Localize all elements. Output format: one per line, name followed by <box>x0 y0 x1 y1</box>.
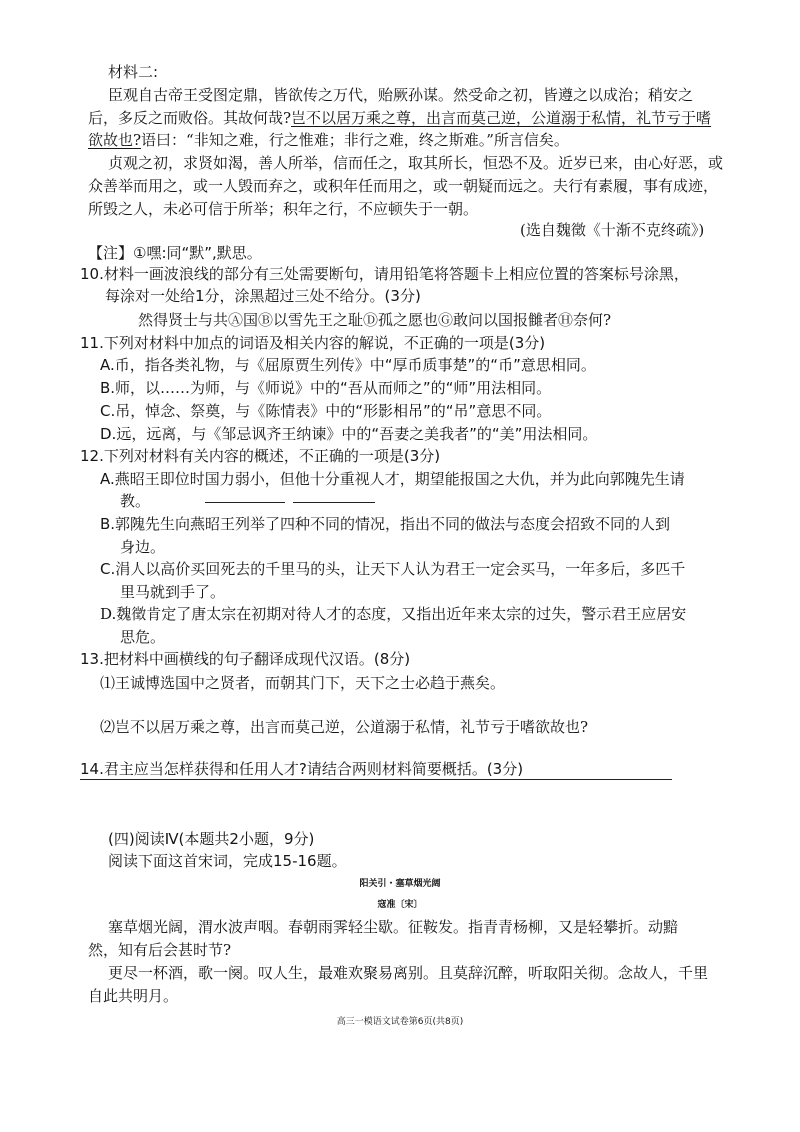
q12-stem: 12.下列对材料有关内容的概述，不正确的一项是(3分) <box>80 447 441 465</box>
q13-sentence-1: ⑴王诚博选国中之贤者，而朝其门下，天下之士必趋于燕矣。 <box>100 674 506 692</box>
q11-stem: 11.下列对材料中加点的词语及相关内容的解说，不正确的一项是(3分) <box>80 334 546 352</box>
q11-option-c: C.吊，悼念、祭奠，与《陈情表》中的“形影相吊”的“吊”意思不同。 <box>100 402 552 420</box>
annotation-note: 【注】①嘿:同“默”,默思。 <box>88 244 262 262</box>
poem-line-1: 塞草烟光阔，渭水波声咽。春朝雨霁轻尘歇。征鞍发。指青青杨柳，又是轻攀折。动黯 <box>108 918 679 936</box>
q13-sentence-2: ⑵岂不以居万乘之尊，出言而莫己逆，公道溺于私情，礼节亏于嗜欲故也? <box>100 718 589 736</box>
material2-p2-line2: 众善举而用之，或一人毁而弃之，或积年任而用之，或一朝疑而远之。夫行有素履，事有成迹， <box>88 177 719 195</box>
q12-option-a-line1: A.燕昭王即位时国力弱小，但他十分重视人才，期望能报国之大仇，并为此向郭隗先生请 <box>100 470 685 488</box>
page-footer: 高三一模语文试卷第6页(共8页) <box>336 1017 464 1027</box>
q12-option-c-line1: C.涓人以高价买回死去的千里马的头，让天下人认为君王一定会买马，一年多后，多匹千 <box>100 560 686 578</box>
q12-option-b-line1: B.郭隗先生向燕昭王列举了四种不同的情况，指出不同的做法与态度会招致不同的人到 <box>100 515 671 533</box>
material2-heading: 材料二: <box>108 63 159 81</box>
material2-p1-line3-b: 语曰：“非知之难，行之惟难；非行之难，终之斯难。”所言信矣。 <box>141 131 569 149</box>
q12-option-c-line2: 里马就到手了。 <box>120 583 226 601</box>
section4-heading: (四)阅读Ⅳ(本题共2小题，9分) <box>108 830 315 848</box>
q10-sentence: 然得贤士与共Ⓐ国Ⓑ以雪先王之耻Ⓓ孤之愿也Ⓖ敢问以国报雠者Ⓗ奈何? <box>138 311 612 329</box>
section4-instruction: 阅读下面这首宋词，完成15-16题。 <box>108 852 347 870</box>
q10-stem-line1: 10.材料一画波浪线的部分有三处需要断句，请用铅笔将答题卡上相应位置的答案标号涂黑， <box>80 265 689 283</box>
q14-stem: 14.君主应当怎样获得和任用人才?请结合两则材料简要概括。(3分) <box>80 760 524 778</box>
q13-stem: 13.把材料中画横线的句子翻译成现代汉语。(8分) <box>80 650 411 668</box>
q12-option-d-line1: D.魏徵肯定了唐太宗在初期对待人才的态度，又指出近年来太宗的过失，警示君王应居安 <box>100 605 687 623</box>
q11-option-a: A.币，指各类礼物，与《屈原贾生列传》中“厚币质事楚”的“币”意思相同。 <box>100 356 596 374</box>
material2-p1-line2-a: 后，多反之而败俗。其故何哉? <box>88 109 292 127</box>
q10-stem-line2: 每涂对一处给1分，涂黑超过三处不给分。(3分) <box>105 287 421 305</box>
blank-line <box>293 502 375 503</box>
q12-option-b-line2: 身边。 <box>120 538 166 556</box>
poem-line-3: 更尽一杯酒，歌一阕。叹人生，最难欢聚易离别。且莫辞沉醉，听取阳关彻。念故人，千里 <box>108 964 709 982</box>
q11-option-b: B.师，以……为师，与《师说》中的“吾从而师之”的“师”用法相同。 <box>100 379 552 397</box>
material2-p1-line2 <box>88 108 711 128</box>
material2-p2-line1: 贞观之初，求贤如渴，善人所举，信而任之，取其所长，恒恐不及。近岁已来，由心好恶，或 <box>108 154 724 172</box>
q11-option-d: D.远，远离，与《邹忌讽齐王纳谏》中的“吾妻之美我者”的“美”用法相同。 <box>100 425 598 443</box>
q12-option-d-line2: 思危。 <box>120 628 166 646</box>
poem-line-2: 然，知有后会甚时节? <box>88 941 232 959</box>
material2-p2-line3: 所毁之人，未必可信于所举；积年之行，不应顿失于一朝。 <box>88 200 479 218</box>
underlined-sentence-part2: 欲故也? <box>88 131 142 149</box>
material2-source: (选自魏徵《十渐不克终疏》) <box>520 221 705 239</box>
underlined-sentence-part1: 岂不以居万乘之尊，出言而莫己逆，公道溺于私情，礼节亏于嗜 <box>291 109 712 127</box>
poem-author: 寇准〔宋〕 <box>377 900 423 910</box>
poem-title: 阳关引・塞草烟光阔 <box>359 879 441 889</box>
blank-line <box>205 502 285 503</box>
poem-line-4: 自此共明月。 <box>88 987 179 1005</box>
answer-line <box>80 779 672 780</box>
material2-p1-line3 <box>88 130 569 150</box>
material2-p1-line1: 臣观自古帝王受图定鼎，皆欲传之万代，贻厥孙谋。然受命之初，皆遵之以成治；稍安之 <box>108 86 694 104</box>
q12-option-a-line2: 教。 <box>120 492 151 510</box>
